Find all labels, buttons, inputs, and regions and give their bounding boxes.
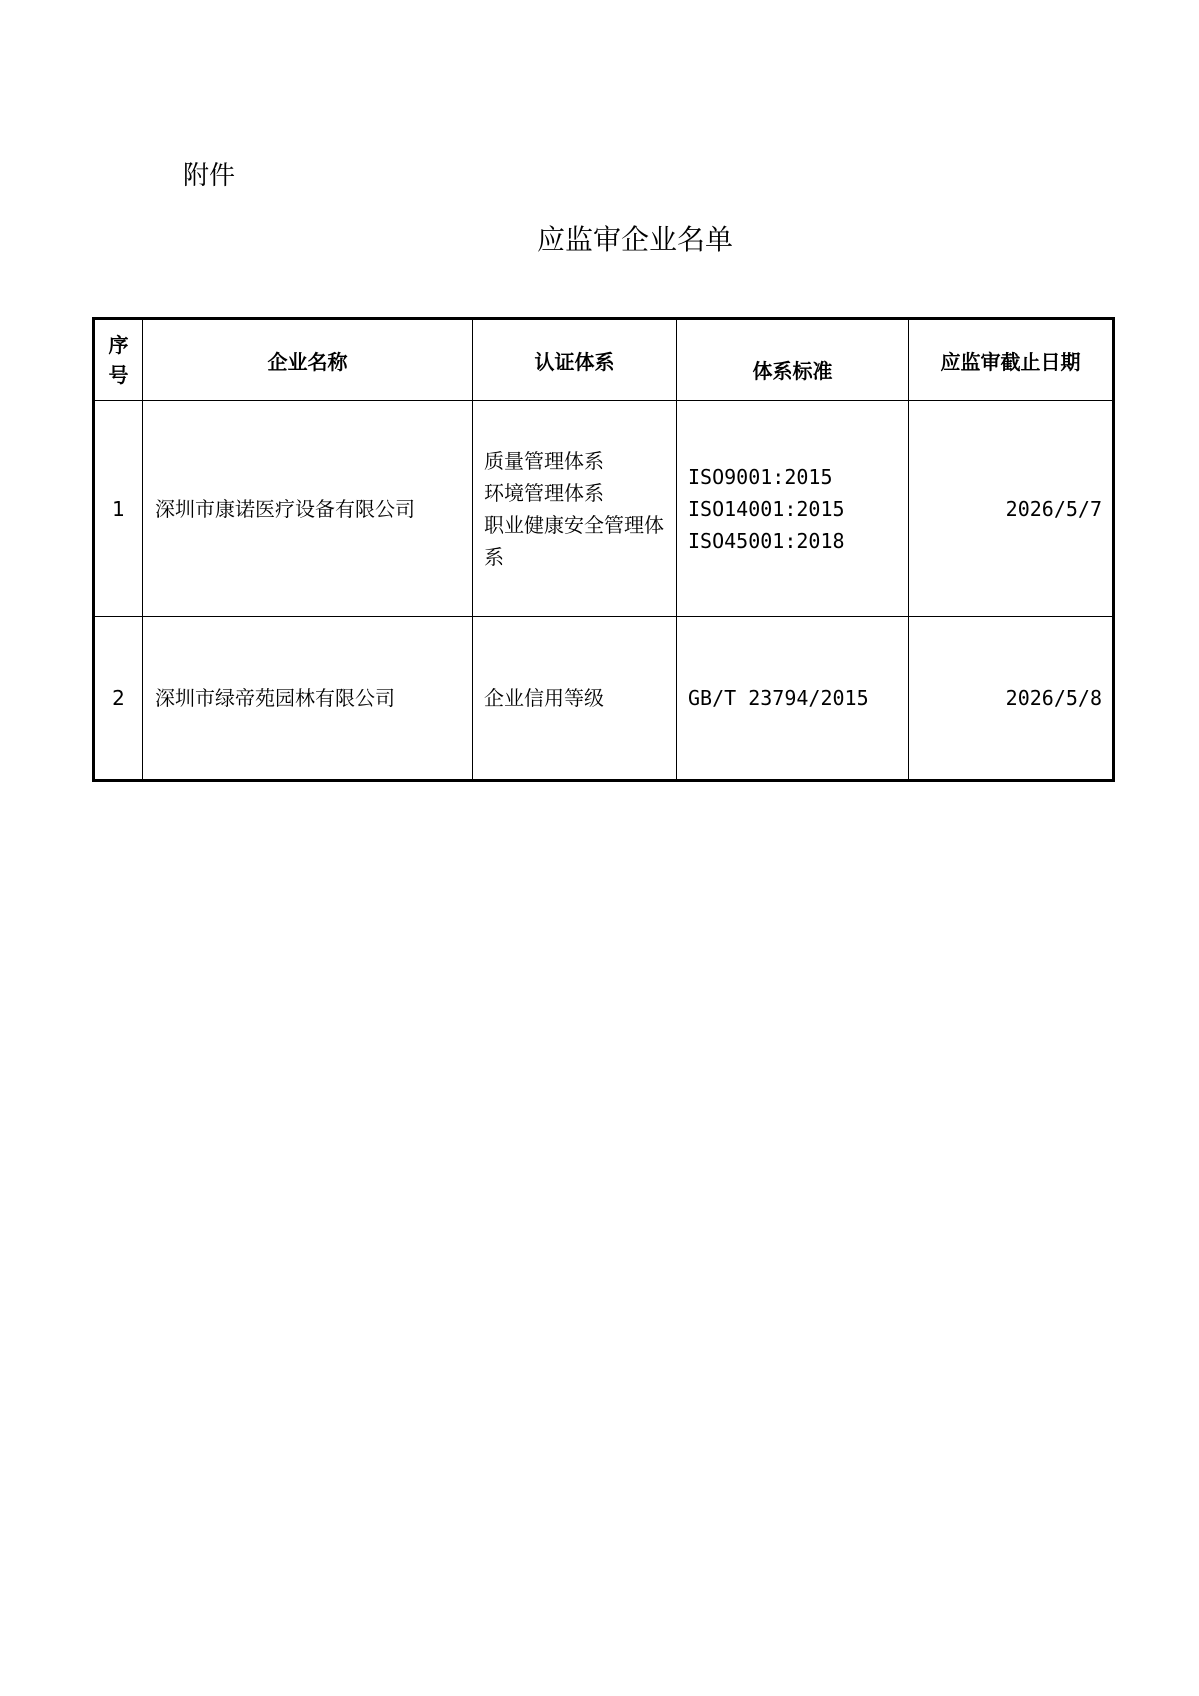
header-standard-label: 体系标准: [752, 358, 833, 383]
table-header-row: [94, 319, 1114, 401]
system-item: 质量管理体系: [484, 448, 604, 473]
header-seq-line1: 序: [108, 333, 129, 357]
header-deadline: 应监审截止日期: [909, 319, 1114, 401]
standard-item: ISO45001:2018: [688, 528, 845, 553]
system-item: 职业健康安全管理体系: [484, 512, 664, 569]
cell-deadline: 2026/5/8: [909, 617, 1114, 781]
system-item: 环境管理体系: [484, 480, 604, 505]
cell-standard: [677, 617, 909, 781]
cell-cert-system: [473, 617, 677, 781]
standard-item: GB/T 23794/2015: [688, 686, 869, 710]
cell-seq: 2: [94, 617, 143, 781]
cell-deadline: 2026/5/7: [909, 401, 1114, 617]
standard-item: ISO9001:2015: [688, 464, 833, 489]
header-seq-line2: 号: [108, 363, 129, 387]
header-seq: [94, 319, 143, 401]
enterprise-list-table: [92, 317, 1115, 782]
attachment-label: 附件: [183, 161, 236, 191]
cell-seq: 1: [94, 401, 143, 617]
standard-item: ISO14001:2015: [688, 496, 845, 521]
header-standard: [677, 319, 909, 401]
header-cert-system: 认证体系: [473, 319, 677, 401]
table-row: [94, 401, 1114, 617]
cell-standard: [677, 401, 909, 617]
table-row: [94, 617, 1114, 781]
system-item: 企业信用等级: [484, 686, 604, 710]
cell-company: 深圳市康诺医疗设备有限公司: [143, 401, 473, 617]
cell-cert-system: [473, 401, 677, 617]
header-company: 企业名称: [143, 319, 473, 401]
document-title: 应监审企业名单: [536, 223, 733, 256]
cell-company: 深圳市绿帝苑园林有限公司: [143, 617, 473, 781]
